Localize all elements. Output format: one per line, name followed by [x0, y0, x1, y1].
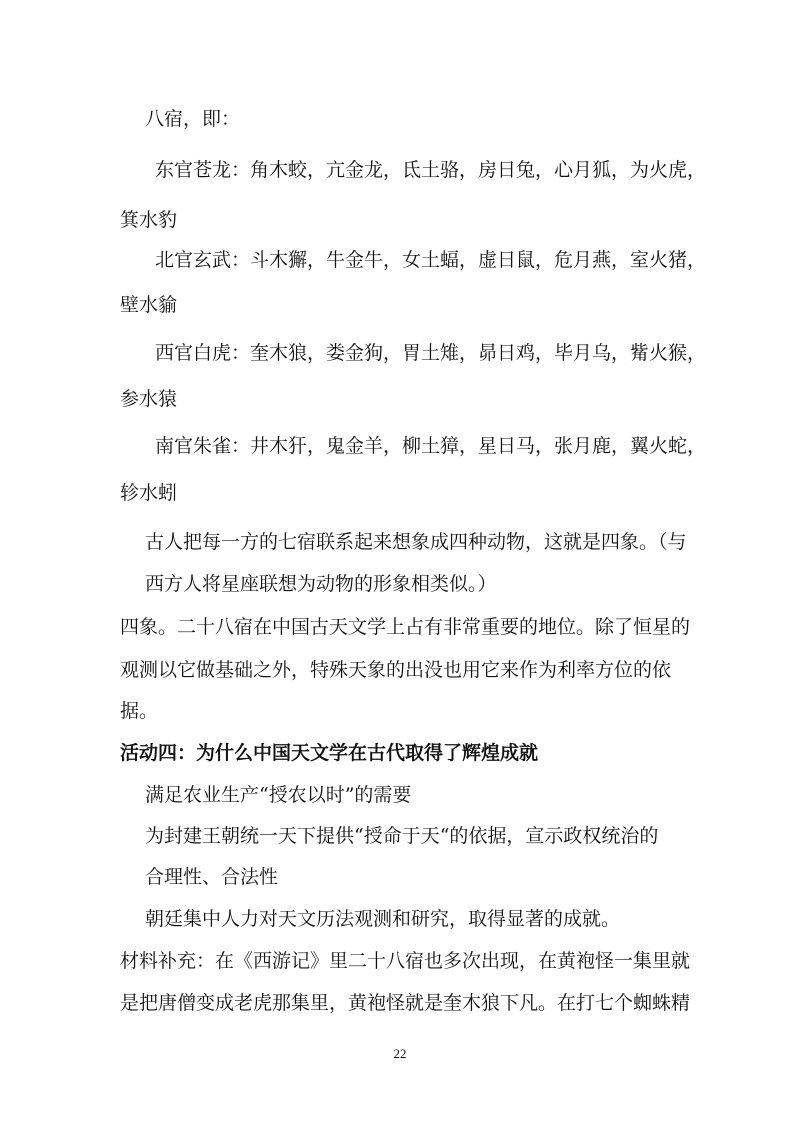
text-line: 东官苍龙：角木蛟，亢金龙，氐土骆，房日兔，心月狐，为火虎，	[155, 159, 707, 181]
text-line: 轸水蚓	[120, 482, 178, 504]
text-line: 壁水貐	[120, 294, 178, 316]
text-line: 观测以它做基础之外，特殊天象的出没也用它来作为利率方位的依	[120, 659, 672, 681]
text-line: 古人把每一方的七宿联系起来想象成四种动物，这就是四象。（与	[145, 531, 687, 553]
text-line: 南官朱雀：井木犴，鬼金羊，柳土獐，星日马，张月鹿，翼火蛇，	[155, 435, 707, 457]
text-line: 满足农业生产“授农以时”的需要	[145, 784, 412, 806]
text-line: 朝廷集中人力对天文历法观测和研究，取得显著的成就。	[145, 908, 621, 930]
section-heading: 活动四：为什么中国天文学在古代取得了辉煌成就	[120, 742, 539, 764]
text-line: 箕水豹	[120, 209, 178, 231]
text-line: 合理性、合法性	[145, 866, 279, 888]
text-line: 参水猿	[120, 388, 178, 410]
text-line: 四象。二十八宿在中国古天文学上占有非常重要的地位。除了恒星的	[120, 616, 691, 638]
text-line: 是把唐僧变成老虎那集里，黄袍怪就是奎木狼下凡。在打七个蜘蛛精	[120, 992, 691, 1014]
text-line: 为封建王朝统一天下提供“授命于天“的依据，宣示政权统治的	[145, 825, 659, 847]
text-line: 西方人将星座联想为动物的形象相类似。）	[145, 573, 497, 595]
page-number: 22	[393, 1046, 407, 1061]
text-line: 西官白虎：奎木狼，娄金狗，胃土雉，昴日鸡，毕月乌，觜火猴，	[155, 342, 707, 364]
text-line: 据。	[120, 700, 159, 722]
text-line: 八宿，即：	[145, 108, 241, 130]
text-line: 材料补充：在《西游记》里二十八宿也多次出现，在黄袍怪一集里就	[120, 950, 691, 972]
text-line: 北官玄武：斗木獬，牛金牛，女土蝠，虚日鼠，危月燕，室火猪，	[155, 249, 707, 271]
